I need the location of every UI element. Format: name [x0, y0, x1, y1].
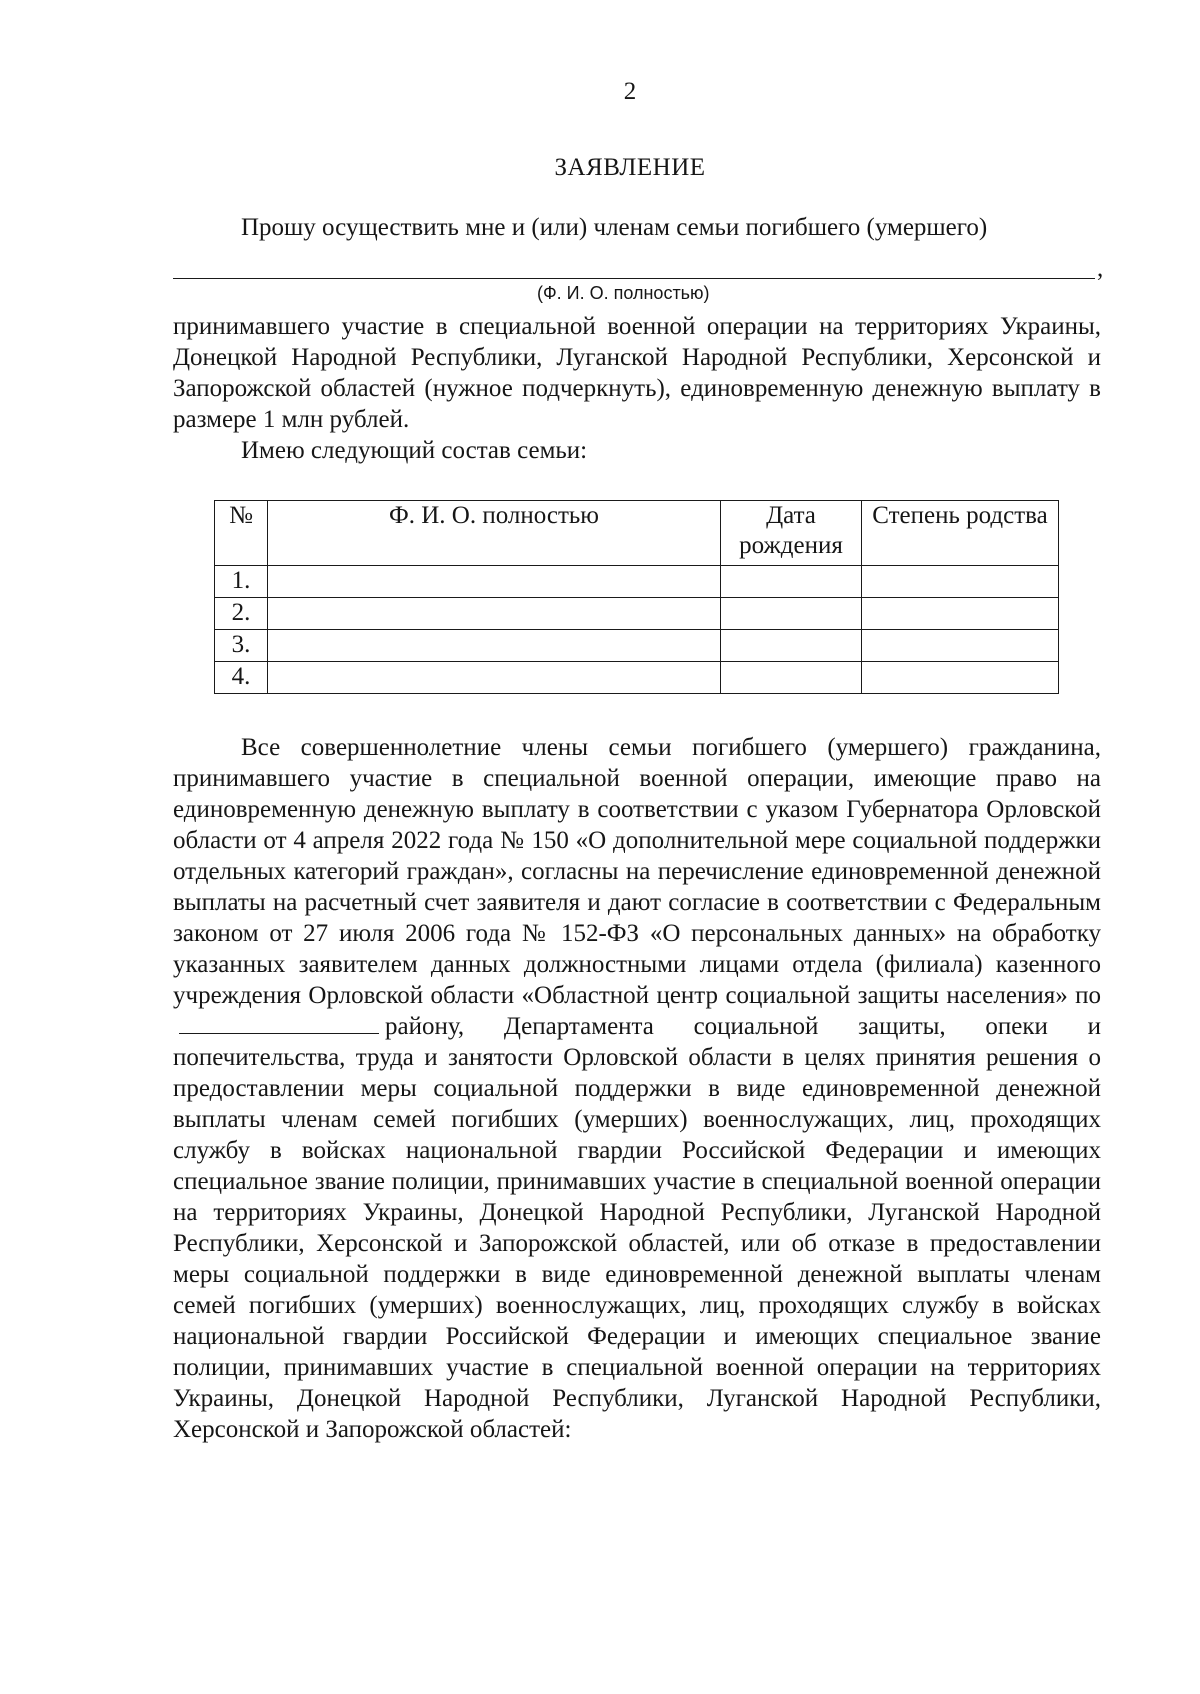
family-intro-block [173, 435, 1101, 466]
birth-date-cell[interactable] [721, 566, 862, 598]
family-table [214, 500, 1059, 694]
fio-cell[interactable] [268, 630, 721, 662]
consent-block [173, 732, 1101, 1445]
relationship-cell[interactable] [862, 662, 1059, 694]
birth-date-cell[interactable] [721, 662, 862, 694]
consent-text-part1: Все совершеннолетние члены семьи погибшего (умершего) гражданина, принимавшего участие в специальной военной операции, имеющие право на единовременную денежную выплату в соответствии с указом Губернатора Орловской области от 4 апреля 2022 года № 150 «О дополнительной мере социальной поддержки отдельных категорий граждан», согласны на перечисление единовременной денежной выплаты на расчетный счет заявителя и дают согласие в соответствии с Федеральным законом от 27 июля 2006 года № 152-ФЗ «О персональных данных» на обработку указанных заявителем данных должностными лицами отдела (филиала) казенного учреждения Орловской области «Областной центр социальной защиты населения» по [173, 734, 1101, 1009]
row-number: 4. [215, 662, 268, 694]
request-continuation: принимавшего участие в специальной военной операции на территориях Украины, Донецкой Народной Республики, Луганской Народной Республики, Херсонской и Запорожской областей (нужное подчеркнуть), единовременную денежную выплату в размере 1 млн рублей. [173, 313, 1101, 433]
relationship-cell[interactable] [862, 630, 1059, 662]
header-birth-date: Дата рождения [721, 501, 862, 566]
birth-date-cell[interactable] [721, 630, 862, 662]
table-row [215, 598, 1059, 630]
row-number: 2. [215, 598, 268, 630]
document-title: ЗАЯВЛЕНИЕ [554, 154, 706, 181]
fio-cell[interactable] [268, 566, 721, 598]
row-number: 3. [215, 630, 268, 662]
row-number: 1. [215, 566, 268, 598]
header-fio: Ф. И. О. полностью [268, 501, 721, 566]
consent-paragraph [173, 732, 1101, 1445]
fio-comma: , [1097, 255, 1104, 282]
page-number: 2 [623, 78, 637, 105]
district-blank-line[interactable] [179, 1011, 379, 1034]
family-intro: Имею следующий состав семьи: [241, 437, 588, 464]
request-continuation-block [173, 311, 1101, 435]
request-intro: Прошу осуществить мне и (или) членам семьи погибшего (умершего) [241, 214, 988, 241]
header-relationship: Степень родства [862, 501, 1059, 566]
fio-caption: (Ф. И. О. полностью) [537, 283, 710, 303]
fio-cell[interactable] [268, 662, 721, 694]
table-row [215, 662, 1059, 694]
birth-date-cell[interactable] [721, 598, 862, 630]
fio-blank-line[interactable] [173, 278, 1095, 279]
table-header-row [215, 501, 1059, 566]
header-number: № [215, 501, 268, 566]
table-row [215, 566, 1059, 598]
table-row [215, 630, 1059, 662]
fio-cell[interactable] [268, 598, 721, 630]
request-intro-block [173, 212, 1101, 243]
consent-text-part2: району, Департамента социальной защиты, опеки и попечительства, труда и занятости Орловской области в целях принятия решения о предоставлении меры социальной поддержки в виде единовременной денежной выплаты членам семей погибших (умерших) военнослужащих, лиц, проходящих службу в войсках национальной гвардии Российской Федерации и имеющих специальное звание полиции, принимавших участие в специальной военной операции на территориях Украины, Донецкой Народной Республики, Луганской Народной Республики, Херсонской и Запорожской областей, или об отказе в предоставлении меры социальной поддержки в виде единовременной денежной выплаты членам семей погибших (умерших) военнослужащих, лиц, проходящих службу в войсках национальной гвардии Российской Федерации и имеющих специальное звание полиции, принимавших участие в специальной военной операции на территориях Украины, Донецкой Народной Республики, Луганской Народной Республики, Херсонской и Запорожской областей: [173, 1013, 1101, 1443]
relationship-cell[interactable] [862, 598, 1059, 630]
relationship-cell[interactable] [862, 566, 1059, 598]
